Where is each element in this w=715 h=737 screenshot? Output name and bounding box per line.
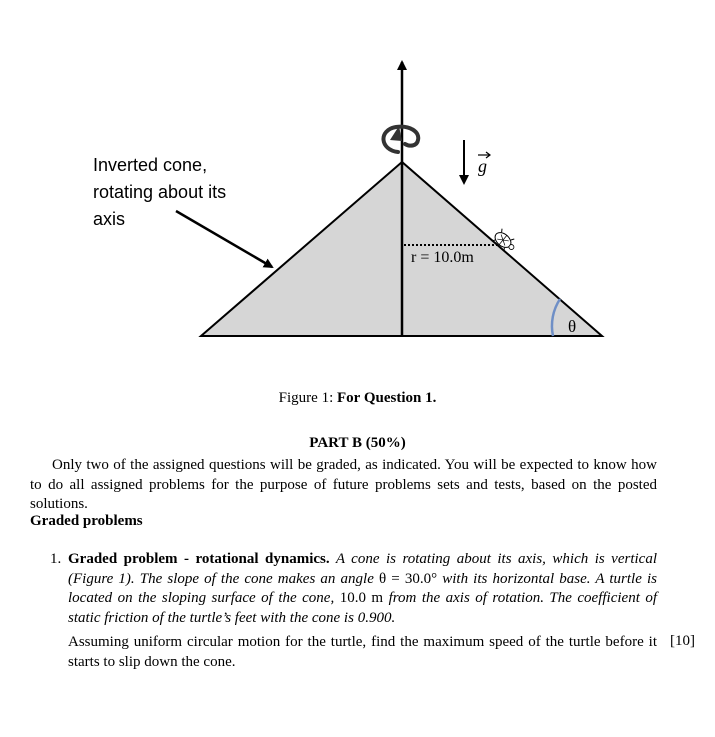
- annotation-line-1: Inverted cone,: [93, 155, 208, 175]
- problem-statement: [68, 550, 657, 628]
- caption-prefix: Figure 1:: [278, 390, 338, 406]
- problem-task: Assuming uniform circular motion for the turtle, find the maximum speed of the turtle before it starts to slip down the cone.: [68, 634, 657, 670]
- annotation-text: [93, 155, 231, 229]
- annotation-arrow: [176, 211, 272, 267]
- figure-caption: [0, 390, 715, 407]
- statement-part-3: from the axis of rotation. The coefficient of static friction of the turtle’s feet with the cone is 0.900.: [68, 590, 658, 626]
- angle-label: θ: [568, 317, 577, 336]
- problem-marks: [10]: [670, 633, 695, 649]
- distance-expression: 10.0 m: [339, 590, 384, 606]
- gravity-label: g: [478, 156, 487, 176]
- caption-bold: For Question 1.: [337, 390, 437, 406]
- section-subheading: Graded problems: [30, 513, 143, 529]
- annotation-line-2: rotating about its: [93, 182, 227, 202]
- problem-number: 1.: [50, 551, 62, 567]
- annotation-line-3: axis: [93, 209, 126, 229]
- problem-1: [50, 550, 657, 628]
- statement-part-1: A cone is rotating about its axis, which is vertical (Figure 1). The slope of the cone makes an angle: [68, 551, 657, 587]
- intro-paragraph: Only two of the assigned questions will be graded, as indicated. You will be expected to know how to do all assigned problems for the purpose of future problems sets and tests, based on the posted solutions.: [30, 457, 657, 512]
- radius-label: r = 10.0m: [411, 249, 474, 266]
- statement-part-2: with its horizontal base. A turtle is located on the sloping surface of the cone,: [68, 570, 657, 606]
- theta-expression: θ = 30.0°: [378, 570, 438, 587]
- problem-heading: Graded problem - rotational dynamics.: [68, 551, 330, 567]
- part-title: PART B (50%): [309, 435, 406, 451]
